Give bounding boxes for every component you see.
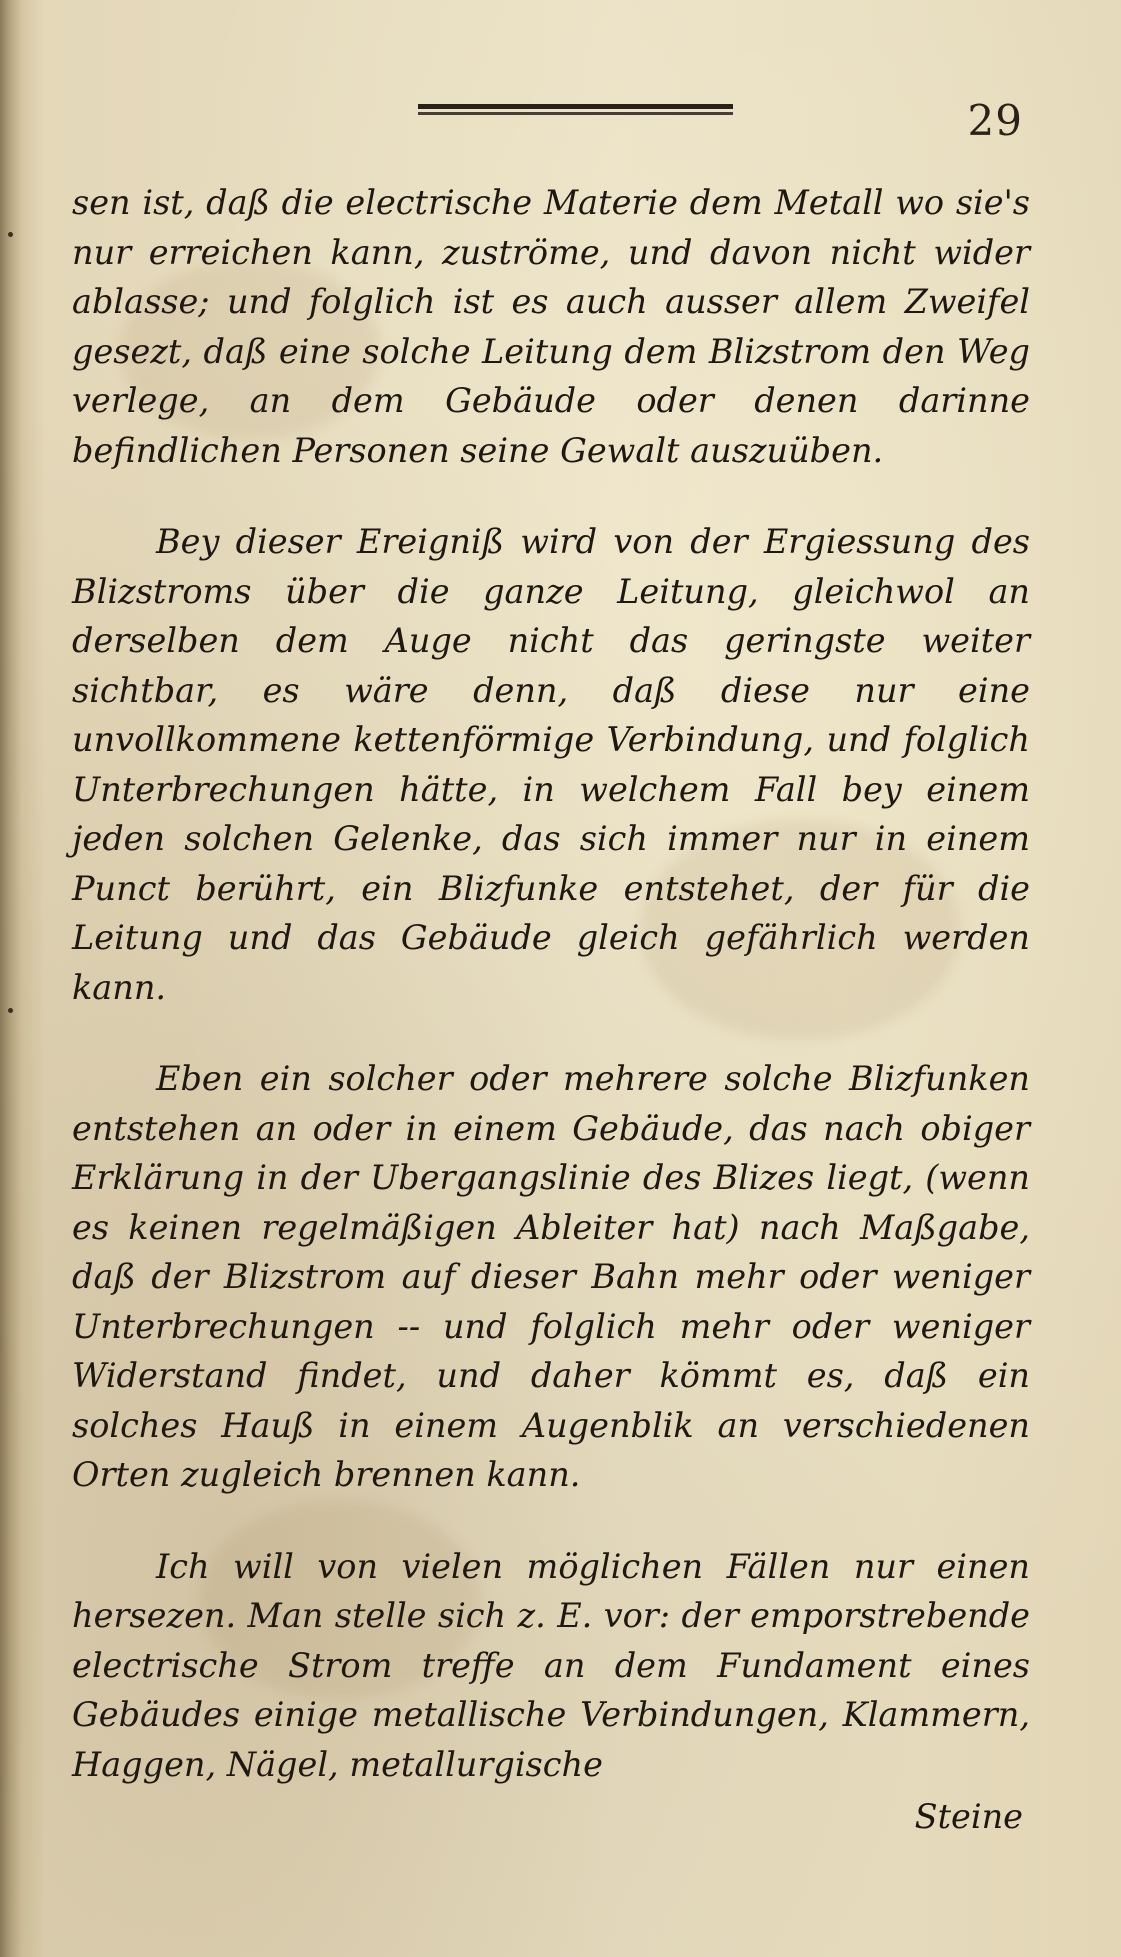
paragraph-2: Bey dieser Ereigniß wird von der Ergiessung des Blizstroms über die ganze Leitung, gleichwol an derselben dem Auge nicht das geringste weiter sichtbar, es wäre denn, daß diese nur eine unvollkommene kettenförmige Verbindung, und folglich Unterbrechungen hätte, in welchem Fall bey einem jeden solchen Gelenke, das sich immer nur in einem Punct berührt, ein Blizfunke entstehet, der für die Leitung und das Gebäude gleich gefährlich werden kann. <box>72 522 1030 1007</box>
page-number: 29 <box>967 96 1023 145</box>
paragraph-1: sen ist, daß die electrische Materie dem Metall wo sie's nur erreichen kann, zuströme, und davon nicht wider ablasse; und folglich ist es auch ausser allem Zweifel gesezt, daß eine solche Leitung dem Blizstrom den Weg verlege, an dem Gebäude oder denen darinne befindlichen Personen seine Gewalt auszuüben. <box>72 183 1030 470</box>
header-ornament-rule <box>418 100 733 122</box>
margin-mark <box>8 232 13 237</box>
catchword: Steine <box>914 1797 1023 1836</box>
paragraph-3: Eben ein solcher oder mehrere solche Blizfunken entstehen an oder in einem Gebäude, das nach obiger Erklärung in der Ubergangslinie des Blizes liegt, (wenn es keinen regelmäßigen Ableiter hat) nach Maßgabe, daß der Blizstrom auf dieser Bahn mehr oder weniger Unterbrechungen -- und folglich mehr oder weniger Widerstand findet, und daher kömmt es, daß ein solches Hauß in einem Augenblik an verschiedenen Orten zugleich brennen kann. <box>72 1059 1030 1494</box>
body-text <box>72 178 1030 1789</box>
paragraph-4: Ich will von vielen möglichen Fällen nur einen hersezen. Man stelle sich z. E. vor: der emporstrebende electrische Strom treffe an dem Fundament eines Gebäudes einige metallische Verbindungen, Klammern, Haggen, Nägel, metallurgische <box>72 1546 1030 1784</box>
margin-mark <box>8 1008 13 1013</box>
